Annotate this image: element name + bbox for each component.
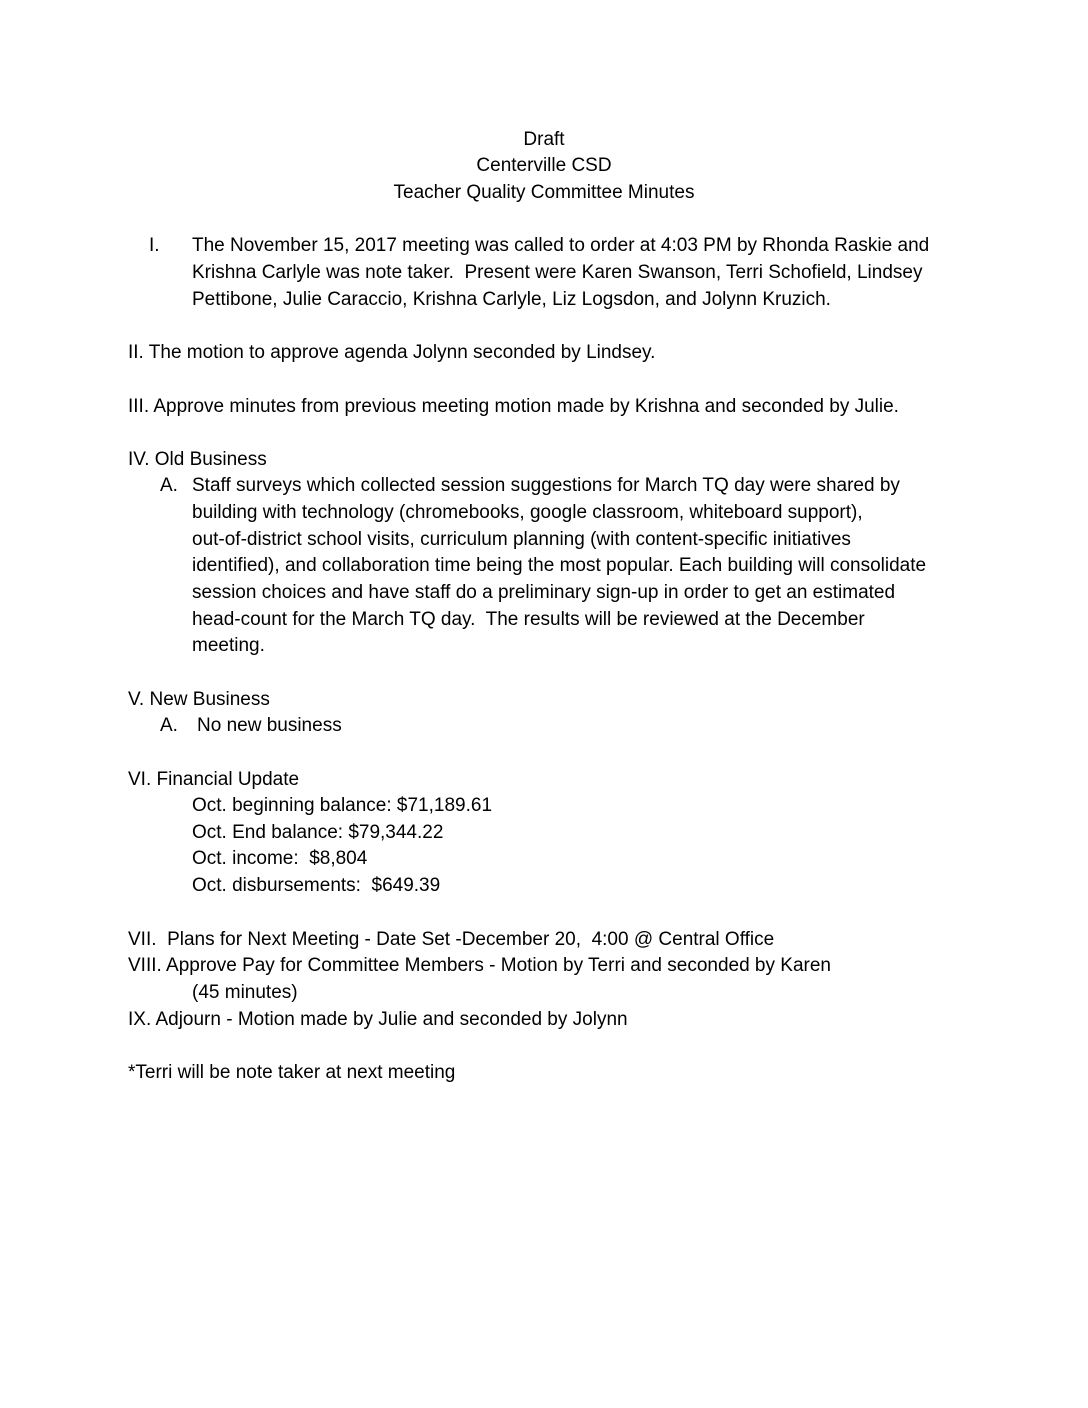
item-4-line: identified), and collaboration time being the most popular. Each building will consolidate bbox=[192, 555, 927, 576]
item-1-line: Pettibone, Julie Caraccio, Krishna Carlyle, Liz Logsdon, and Jolynn Kruzich. bbox=[192, 289, 831, 310]
item-6-heading: VI. Financial Update bbox=[128, 769, 300, 790]
item-4-heading: IV. Old Business bbox=[128, 449, 267, 470]
item-4-line: building with technology (chromebooks, google classroom, whiteboard support), bbox=[192, 502, 863, 523]
financial-line: Oct. income: $8,804 bbox=[192, 848, 368, 869]
item-4-line: out-of-district school visits, curriculum planning (with content-specific initiatives bbox=[192, 529, 851, 550]
footnote: *Terri will be note taker at next meeting bbox=[128, 1062, 456, 1083]
item-1-line: Krishna Carlyle was note taker. Present were Karen Swanson, Terri Schofield, Lindsey bbox=[192, 262, 923, 283]
item-4-line: session choices and have staff do a preliminary sign-up in order to get an estimated bbox=[192, 582, 896, 603]
item-5-heading: V. New Business bbox=[128, 689, 270, 710]
item-1-numeral: I. bbox=[149, 235, 160, 256]
document-title: Teacher Quality Committee Minutes bbox=[393, 182, 695, 203]
item-4-sub-letter: A. bbox=[160, 475, 178, 496]
item-4-line: meeting. bbox=[192, 635, 265, 656]
item-4-line: head-count for the March TQ day. The results will be reviewed at the December bbox=[192, 609, 865, 630]
item-4-line: Staff surveys which collected session suggestions for March TQ day were shared by bbox=[192, 475, 900, 496]
item-8-duration: (45 minutes) bbox=[192, 982, 298, 1003]
financial-line: Oct. End balance: $79,344.22 bbox=[192, 822, 444, 843]
financial-line: Oct. disbursements: $649.39 bbox=[192, 875, 441, 896]
financial-line: Oct. beginning balance: $71,189.61 bbox=[192, 795, 493, 816]
item-9-adjourn: IX. Adjourn - Motion made by Julie and seconded by Jolynn bbox=[128, 1009, 628, 1030]
item-5-sub-text: No new business bbox=[197, 715, 342, 736]
doc-status-draft: Draft bbox=[523, 129, 565, 150]
item-3-approve-minutes: III. Approve minutes from previous meeting motion made by Krishna and seconded by Julie. bbox=[128, 396, 899, 417]
district-name: Centerville CSD bbox=[476, 155, 612, 176]
item-7-next-meeting: VII. Plans for Next Meeting - Date Set -December 20, 4:00 @ Central Office bbox=[128, 929, 775, 950]
item-2-agenda-motion: II. The motion to approve agenda Jolynn seconded by Lindsey. bbox=[128, 342, 656, 363]
item-8-approve-pay: VIII. Approve Pay for Committee Members - Motion by Terri and seconded by Karen bbox=[128, 955, 831, 976]
item-1-line: The November 15, 2017 meeting was called to order at 4:03 PM by Rhonda Raskie and bbox=[192, 235, 930, 256]
item-5-sub-letter: A. bbox=[160, 715, 178, 736]
